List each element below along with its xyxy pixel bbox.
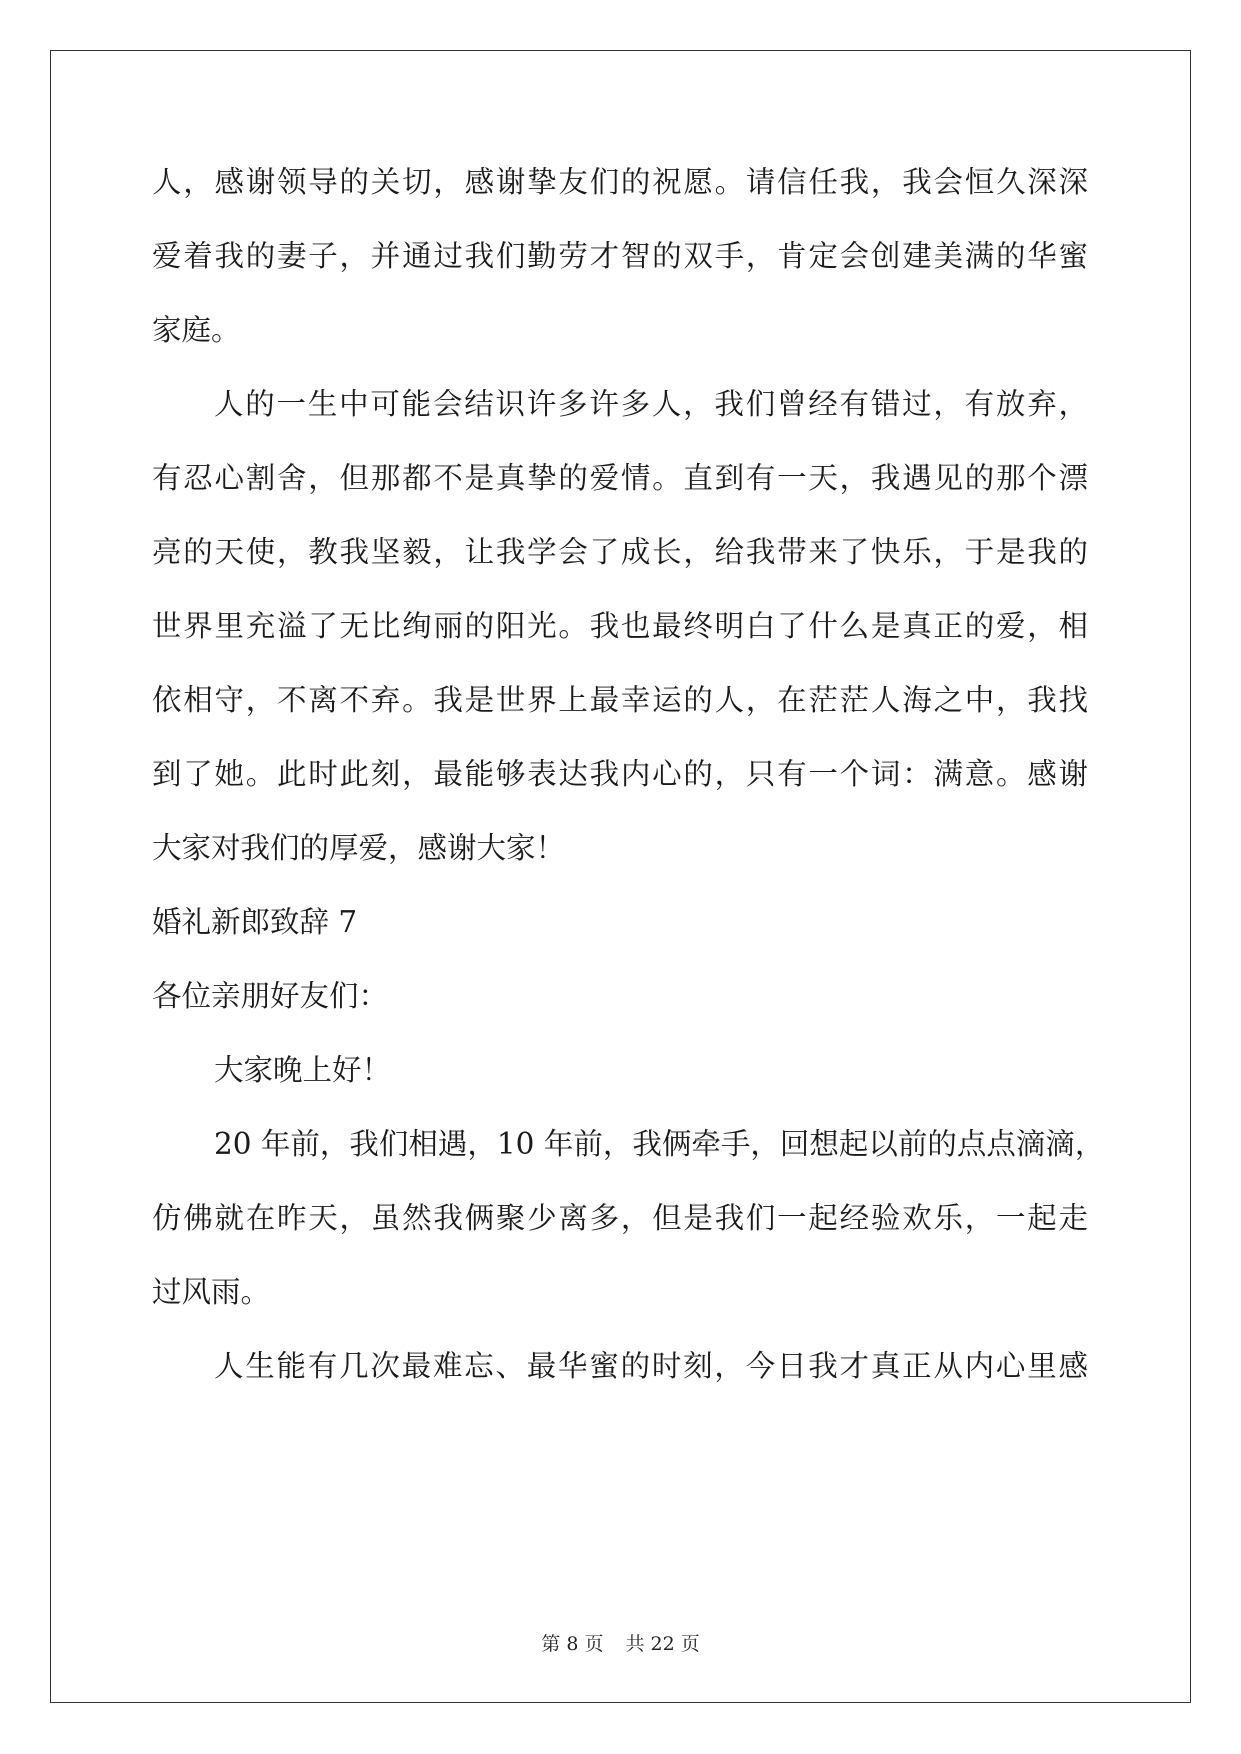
page-footer — [0, 1631, 1241, 1657]
text-line: 大家对我们的厚爱，感谢大家！ — [152, 831, 566, 865]
paragraph-first-line: 人的一生中可能会结识许多许多人，我们曾经有错过，有放弃， — [214, 387, 1088, 421]
text-line: 亮的天使，教我坚毅，让我学会了成长，给我带来了快乐，于是我的 — [152, 535, 1088, 569]
text-line: 家庭。 — [152, 313, 241, 347]
page-total: 共 22 页 — [625, 1633, 700, 1655]
salutation: 各位亲朋好友们： — [152, 979, 389, 1013]
text-line: 爱着我的妻子，并通过我们勤劳才智的双手，肯定会创建美满的华蜜 — [152, 239, 1088, 273]
paragraph-first-line: 人生能有几次最难忘、最华蜜的时刻，今日我才真正从内心里感 — [214, 1349, 1088, 1383]
text-line: 依相守，不离不弃。我是世界上最幸运的人，在茫茫人海之中，我找 — [152, 683, 1088, 717]
text-line: 世界里充溢了无比绚丽的阳光。我也最终明白了什么是真正的爱，相 — [152, 609, 1088, 643]
section-heading: 婚礼新郎致辞 7 — [152, 905, 358, 939]
text-line: 人，感谢领导的关切，感谢挚友们的祝愿。请信任我，我会恒久深深 — [152, 165, 1088, 199]
text-line: 仿佛就在昨天，虽然我俩聚少离多，但是我们一起经验欢乐，一起走 — [152, 1201, 1088, 1235]
text-line: 到了她。此时此刻，最能够表达我内心的，只有一个词：满意。感谢 — [152, 757, 1088, 791]
text-line: 有忍心割舍，但那都不是真挚的爱情。直到有一天，我遇见的那个漂 — [152, 461, 1088, 495]
page-number: 第 8 页 — [541, 1633, 604, 1655]
paragraph-first-line: 20 年前，我们相遇，10 年前，我俩牵手，回想起以前的点点滴滴， — [214, 1127, 1105, 1161]
greeting: 大家晚上好！ — [214, 1053, 392, 1087]
text-line: 过风雨。 — [152, 1275, 271, 1309]
page-frame — [50, 50, 1191, 1703]
